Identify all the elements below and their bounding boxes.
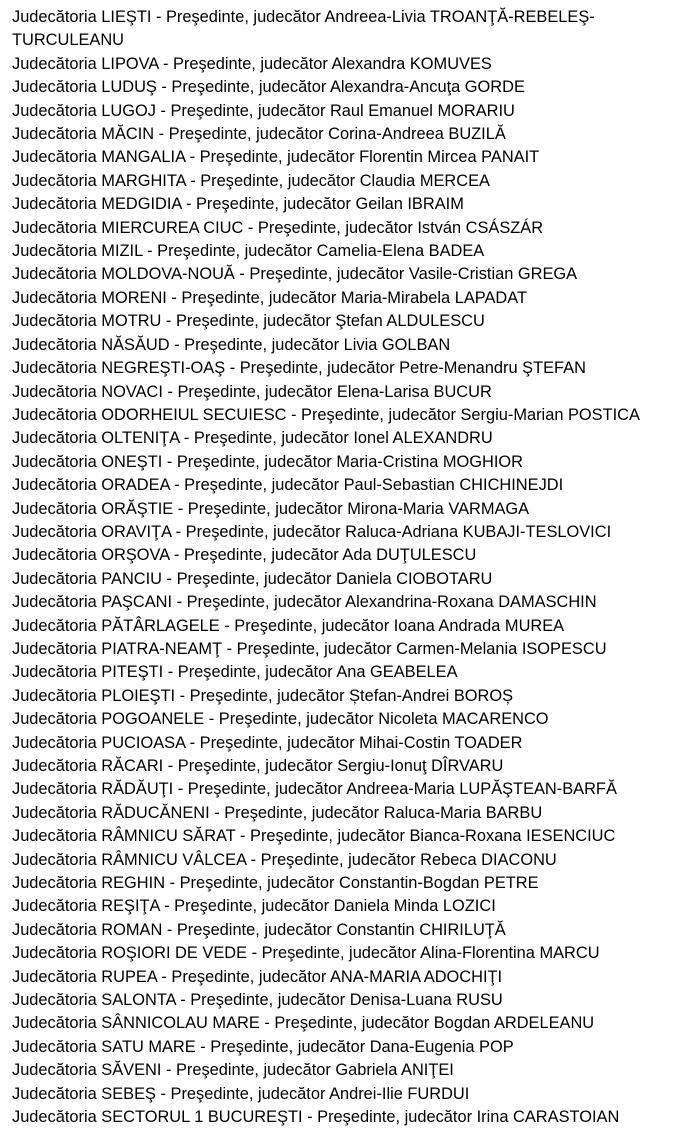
court-entry: Judecătoria MIZIL - Preşedinte, judecător Camelia-Elena BADEA — [12, 242, 485, 261]
court-entry: Judecătoria LUDUŞ - Preşedinte, judecător Alexandra-Ancuţa GORDE — [12, 78, 525, 97]
court-entry: Judecătoria RÂMNICU SĂRAT - Preşedinte, judecător Bianca-Roxana IESENCIUC — [12, 827, 616, 846]
court-entry: Judecătoria PĂTÂRLAGELE - Preşedinte, judecător Ioana Andrada MUREA — [12, 616, 565, 635]
court-entry: Judecătoria ODORHEIUL SECUIESC - Preşedinte, judecător Sergiu-Marian POSTICA — [12, 405, 640, 424]
court-entry: Judecătoria RĂDUCĂNENI - Preşedinte, judecător Raluca-Maria BARBU — [12, 803, 543, 822]
court-entry: Judecătoria MANGALIA - Preşedinte, judecător Florentin Mircea PANAIT — [12, 148, 540, 167]
court-entry: Judecătoria SEBEŞ - Preşedinte, judecător Andrei-Ilie FURDUI — [12, 1084, 470, 1103]
court-entry: Judecătoria PANCIU - Preşedinte, judecător Daniela CIOBOTARU — [12, 569, 493, 588]
court-entry: Judecătoria PLOIEŞTI - Preşedinte, judecător Ștefan-Andrei BOROȘ — [12, 686, 514, 705]
court-entry: Judecătoria SĂVENI - Preşedinte, judecător Gabriela ANIŢEI — [12, 1061, 454, 1080]
court-entry: Judecătoria PIATRA-NEAMŢ - Preşedinte, judecător Carmen-Melania ISOPESCU — [12, 639, 607, 658]
court-entry: Judecătoria MARGHITA - Preşedinte, judecător Claudia MERCEA — [12, 171, 490, 190]
court-entry: Judecătoria MEDGIDIA - Preşedinte, judecător Geilan IBRAIM — [12, 195, 464, 214]
court-entry: Judecătoria POGOANELE - Preşedinte, judecător Nicoleta MACARENCO — [12, 710, 549, 729]
court-entry: Judecătoria REŞIŢA - Preşedinte, judecător Daniela Minda LOZICI — [12, 897, 496, 916]
court-entry: Judecătoria ONEŞTI - Preşedinte, judecător Maria-Cristina MOGHIOR — [12, 452, 524, 471]
court-entry: Judecătoria SATU MARE - Preşedinte, judecător Dana-Eugenia POP — [12, 1037, 514, 1056]
court-entry: Judecătoria SALONTA - Preşedinte, judecător Denisa-Luana RUSU — [12, 991, 503, 1010]
court-entry: Judecătoria ORŞOVA - Preşedinte, judecător Ada DUŢULESCU — [12, 546, 477, 565]
court-entry: Judecătoria LIPOVA - Preşedinte, judecător Alexandra KOMUVES — [12, 54, 492, 73]
court-entry: Judecătoria LUGOJ - Preşedinte, judecător Raul Emanuel MORARIU — [12, 101, 515, 120]
court-entry: Judecătoria LIEŞTI - Preşedinte, judecător Andreea-Livia TROANŢĂ-REBELEŞ-TURCULEANU — [12, 8, 595, 50]
court-entry: Judecătoria MORENI - Preşedinte, judecător Maria-Mirabela LAPADAT — [12, 288, 527, 307]
court-entry: Judecătoria NEGREŞTI-OAŞ - Preşedinte, judecător Petre-Menandru ŞTEFAN — [12, 359, 586, 378]
court-entry: Judecătoria MOTRU - Preşedinte, judecător Ştefan ALDULESCU — [12, 312, 485, 331]
court-entry: Judecătoria REGHIN - Preşedinte, judecător Constantin-Bogdan PETRE — [12, 874, 539, 893]
court-entry: Judecătoria OLTENIŢA - Preşedinte, judecător Ionel ALEXANDRU — [12, 429, 493, 448]
court-entry: Judecătoria RĂDĂUŢI - Preşedinte, judecător Andreea-Maria LUPĂŞTEAN-BARFĂ — [12, 780, 617, 799]
court-entry: Judecătoria ORAVIŢA - Preşedinte, judecător Raluca-Adriana KUBAJI-TESLOVICI — [12, 522, 612, 541]
court-entry: Judecătoria PUCIOASA - Preşedinte, judecător Mihai-Costin TOADER — [12, 733, 523, 752]
court-entry: Judecătoria MIERCUREA CIUC - Preşedinte, judecător István CSÁSZÁR — [12, 218, 544, 237]
court-entry: Judecătoria ROMAN - Preşedinte, judecător Constantin CHIRILUŢĂ — [12, 920, 506, 939]
court-entry: Judecătoria ORADEA - Preşedinte, judecător Paul-Sebastian CHICHINEJDI — [12, 476, 564, 495]
court-entry: Judecătoria MOLDOVA-NOUĂ - Preşedinte, judecător Vasile-Cristian GREGA — [12, 265, 578, 284]
court-entry: Judecătoria ROŞIORI DE VEDE - Preşedinte, judecător Alina-Florentina MARCU — [12, 944, 600, 963]
court-entry: Judecătoria PITEŞTI - Preşedinte, judecător Ana GEABELEA — [12, 663, 458, 682]
court-entry: Judecătoria NĂSĂUD - Preşedinte, judecător Livia GOLBAN — [12, 335, 451, 354]
court-entry: Judecătoria NOVACI - Preşedinte, judecător Elena-Larisa BUCUR — [12, 382, 492, 401]
court-entry: Judecătoria ORĂŞTIE - Preşedinte, judecător Mirona-Maria VARMAGA — [12, 499, 530, 518]
court-entry: Judecătoria SÂNNICOLAU MARE - Preşedinte, judecător Bogdan ARDELEANU — [12, 1014, 595, 1033]
court-entry: Judecătoria PAŞCANI - Preşedinte, judecător Alexandrina-Roxana DAMASCHIN — [12, 593, 597, 612]
court-entry: Judecătoria RĂCARI - Preşedinte, judecător Sergiu-Ionuţ DÎRVARU — [12, 757, 504, 775]
court-entry: Judecătoria RÂMNICU VÂLCEA - Preşedinte, judecător Rebeca DIACONU — [12, 850, 557, 869]
court-entry: Judecătoria MĂCIN - Preşedinte, judecător Corina-Andreea BUZILĂ — [12, 125, 506, 144]
court-entry: Judecătoria RUPEA - Preşedinte, judecător ANA-MARIA ADOCHIŢI — [12, 967, 503, 986]
court-entry: Judecătoria SECTORUL 1 BUCUREŞTI - Preşedinte, judecător Irina CARASTOIAN — [12, 1108, 620, 1127]
